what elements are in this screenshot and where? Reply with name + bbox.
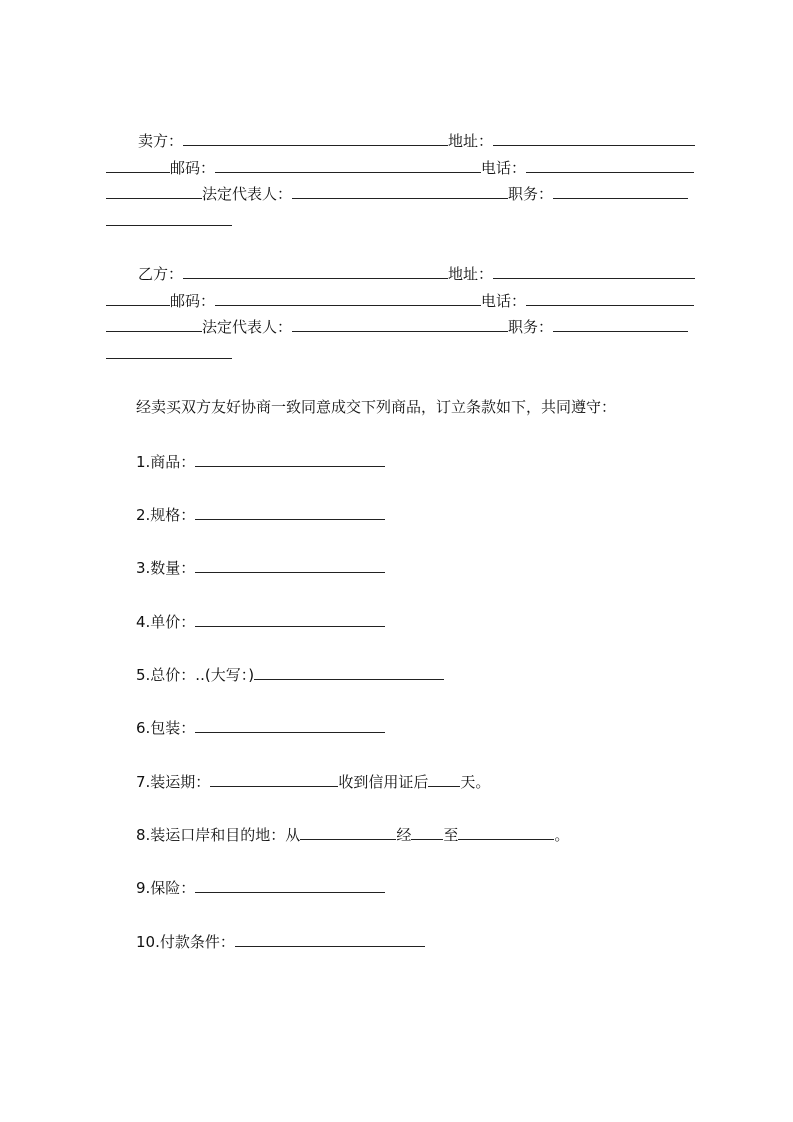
payment-terms-field[interactable]	[235, 931, 425, 947]
seller-postcode-field[interactable]	[215, 157, 481, 173]
seller-position-label: 职务：	[508, 185, 554, 203]
clause-label: 3.数量：	[136, 559, 196, 577]
clause-label: 10.付款条件：	[136, 933, 235, 951]
specification-field[interactable]	[195, 504, 385, 520]
buyer-phone-field-cont[interactable]	[106, 316, 202, 332]
seller-line-2	[106, 157, 702, 177]
insurance-field[interactable]	[195, 877, 385, 893]
clause-label: 1.商品：	[136, 453, 196, 471]
seller-label: 卖方：	[138, 132, 184, 150]
seller-address-label: 地址：	[448, 132, 494, 150]
shipment-date-field[interactable]	[210, 771, 338, 787]
unit-price-field[interactable]	[195, 611, 385, 627]
seller-rep-label: 法定代表人：	[202, 185, 293, 203]
seller-line-4	[106, 210, 702, 230]
days-field[interactable]	[428, 771, 460, 787]
clause-10-payment	[136, 931, 732, 951]
commodity-field[interactable]	[195, 451, 385, 467]
clause-end: 天。	[460, 773, 491, 791]
clause-9-insurance	[136, 877, 732, 897]
clause-label: 4.单价：	[136, 613, 196, 631]
buyer-address-label: 地址：	[448, 265, 494, 283]
seller-line-3	[106, 183, 702, 203]
clause-label: 7.装运期：	[136, 773, 211, 791]
clause-label: 8.装运口岸和目的地：从	[136, 826, 301, 844]
buyer-position-field[interactable]	[553, 316, 688, 332]
buyer-line-4	[106, 343, 702, 363]
buyer-label: 乙方：	[138, 265, 184, 283]
intro-paragraph: 经卖买双方友好协商一致同意成交下列商品，订立条款如下，共同遵守：	[136, 398, 617, 416]
seller-postcode-label: 邮码：	[170, 159, 216, 177]
clause-4-unit-price	[136, 611, 732, 631]
port-to-field[interactable]	[458, 824, 554, 840]
seller-name-field[interactable]	[183, 130, 448, 146]
buyer-rep-field[interactable]	[292, 316, 508, 332]
buyer-phone-field[interactable]	[526, 290, 694, 306]
clause-5-total-price	[136, 664, 732, 684]
clause-end: 。	[554, 826, 570, 844]
buyer-position-label: 职务：	[508, 318, 554, 336]
clause-label: 9.保险：	[136, 879, 196, 897]
via-label: 经	[396, 826, 412, 844]
packing-field[interactable]	[195, 717, 385, 733]
buyer-line-3	[106, 316, 702, 336]
total-price-field[interactable]	[254, 664, 444, 680]
seller-position-field-cont[interactable]	[106, 210, 232, 226]
port-from-field[interactable]	[300, 824, 396, 840]
buyer-phone-label: 电话：	[481, 292, 527, 310]
buyer-name-field[interactable]	[183, 263, 448, 279]
clause-6-packing	[136, 717, 732, 737]
buyer-position-field-cont[interactable]	[106, 343, 232, 359]
clause-1-commodity	[136, 451, 732, 471]
buyer-postcode-field[interactable]	[215, 290, 481, 306]
buyer-postcode-label: 邮码：	[170, 292, 216, 310]
clause-label: 6.包装：	[136, 719, 196, 737]
clause-3-quantity	[136, 557, 732, 577]
quantity-field[interactable]	[195, 557, 385, 573]
seller-position-field[interactable]	[553, 183, 688, 199]
buyer-line-1	[106, 263, 702, 283]
clause-middle: 收到信用证后	[338, 773, 429, 791]
seller-phone-label: 电话：	[481, 159, 527, 177]
clause-7-shipment	[136, 771, 732, 791]
seller-address-field-cont[interactable]	[106, 157, 170, 173]
buyer-rep-label: 法定代表人：	[202, 318, 293, 336]
clause-2-specification	[136, 504, 732, 524]
seller-phone-field[interactable]	[526, 157, 694, 173]
port-via-field[interactable]	[411, 824, 443, 840]
buyer-address-field-cont[interactable]	[106, 290, 170, 306]
to-label: 至	[443, 826, 459, 844]
seller-line-1	[106, 130, 702, 150]
clause-label: 2.规格：	[136, 506, 196, 524]
seller-rep-field[interactable]	[292, 183, 508, 199]
buyer-address-field[interactable]	[493, 263, 695, 279]
clause-label: 5.总价：..(大写：)	[136, 666, 255, 684]
buyer-line-2	[106, 290, 702, 310]
seller-phone-field-cont[interactable]	[106, 183, 202, 199]
seller-address-field[interactable]	[493, 130, 695, 146]
clause-8-ports	[136, 824, 732, 844]
